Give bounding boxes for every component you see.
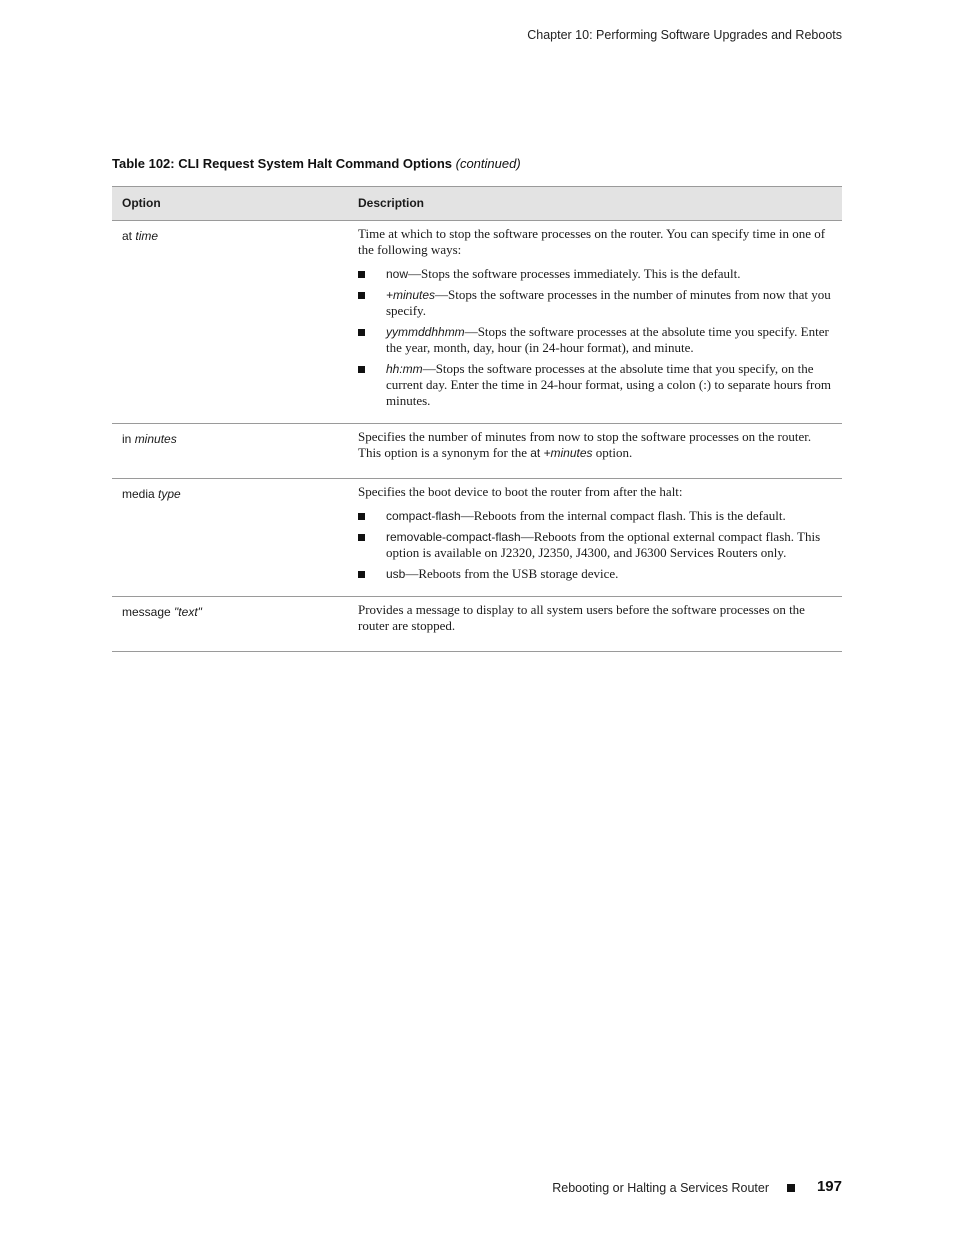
square-bullet-icon xyxy=(358,534,365,541)
list-item xyxy=(358,529,832,561)
column-header-description: Description xyxy=(346,187,842,221)
bullet-text: —Stops the software processes at the absolute time that you specify, on the current day. Enter the time in 24-hour format, using a colon (:) to separate hours from minutes. xyxy=(386,361,831,408)
square-bullet-icon xyxy=(358,366,365,373)
option-cell xyxy=(112,479,346,597)
option-command: media xyxy=(122,487,155,501)
table-caption xyxy=(112,156,521,171)
options-table xyxy=(112,186,842,652)
option-cell xyxy=(112,221,346,424)
description-text: Specifies the number of minutes from now to stop the software processes on the router. This option is a synonym for the xyxy=(358,429,812,460)
square-bullet-icon xyxy=(358,329,365,336)
table-caption-title: Table 102: CLI Request System Halt Command Options xyxy=(112,156,452,171)
running-header: Chapter 10: Performing Software Upgrades and Reboots xyxy=(527,28,842,42)
option-command: message xyxy=(122,605,171,619)
square-bullet-icon xyxy=(358,271,365,278)
table-row xyxy=(112,479,842,597)
table-header-row xyxy=(112,187,842,221)
table-row xyxy=(112,597,842,652)
column-header-option: Option xyxy=(112,187,346,221)
bullet-term: usb xyxy=(386,567,406,581)
square-bullet-icon xyxy=(358,513,365,520)
bullet-term: now xyxy=(386,267,409,281)
list-item xyxy=(358,287,832,319)
table-row xyxy=(112,424,842,479)
description-intro: Provides a message to display to all system users before the software processes on the router are stopped. xyxy=(358,602,805,633)
table-row xyxy=(112,221,842,424)
bullet-term: hh:mm xyxy=(386,362,423,376)
option-command: at xyxy=(122,229,133,243)
description-intro: Specifies the boot device to boot the router from after the halt: xyxy=(358,484,683,499)
option-cell xyxy=(112,424,346,479)
description-cell xyxy=(346,597,842,652)
footer-square-icon xyxy=(787,1184,795,1192)
option-variable: minutes xyxy=(134,432,177,446)
inline-variable: +minutes xyxy=(543,446,593,460)
description-cell xyxy=(346,221,842,424)
list-item xyxy=(358,508,832,524)
description-intro xyxy=(358,429,832,461)
table-caption-suffix: (continued) xyxy=(455,156,521,171)
bullet-term: yymmddhhmm xyxy=(386,325,465,339)
bullet-text: —Stops the software processes in the number of minutes from now that you specify. xyxy=(386,287,831,318)
footer-section-title: Rebooting or Halting a Services Router xyxy=(552,1181,769,1195)
list-item xyxy=(358,266,832,282)
inline-command: at xyxy=(530,446,541,460)
list-item xyxy=(358,324,832,356)
option-variable: type xyxy=(158,487,181,501)
bullet-list xyxy=(358,508,832,582)
bullet-text: —Stops the software processes at the absolute time you specify. Enter the year, month, day, hour (in 24-hour format), and minute. xyxy=(386,324,829,355)
description-cell xyxy=(346,424,842,479)
list-item xyxy=(358,566,832,582)
option-variable: "text" xyxy=(174,605,202,619)
bullet-text: —Reboots from the USB storage device. xyxy=(405,566,619,581)
bullet-text: —Reboots from the optional external compact flash. This option is available on J2320, J2350, J4300, and J6300 Services Routers only. xyxy=(386,529,821,560)
bullet-text: —Reboots from the internal compact flash. This is the default. xyxy=(460,508,786,523)
bullet-list xyxy=(358,266,832,409)
description-intro: Time at which to stop the software processes on the router. You can specify time in one of the following ways: xyxy=(358,226,826,257)
bullet-term: compact-flash xyxy=(386,509,461,523)
list-item xyxy=(358,361,832,409)
option-cell xyxy=(112,597,346,652)
bullet-term: removable-compact-flash xyxy=(386,530,521,544)
bullet-text: —Stops the software processes immediately. This is the default. xyxy=(408,266,741,281)
bullet-term: +minutes xyxy=(386,288,436,302)
square-bullet-icon xyxy=(358,292,365,299)
page-number: 197 xyxy=(816,1178,842,1195)
description-cell xyxy=(346,479,842,597)
option-command: in xyxy=(122,432,132,446)
option-variable: time xyxy=(135,229,159,243)
description-text-end: option. xyxy=(592,445,633,460)
square-bullet-icon xyxy=(358,571,365,578)
